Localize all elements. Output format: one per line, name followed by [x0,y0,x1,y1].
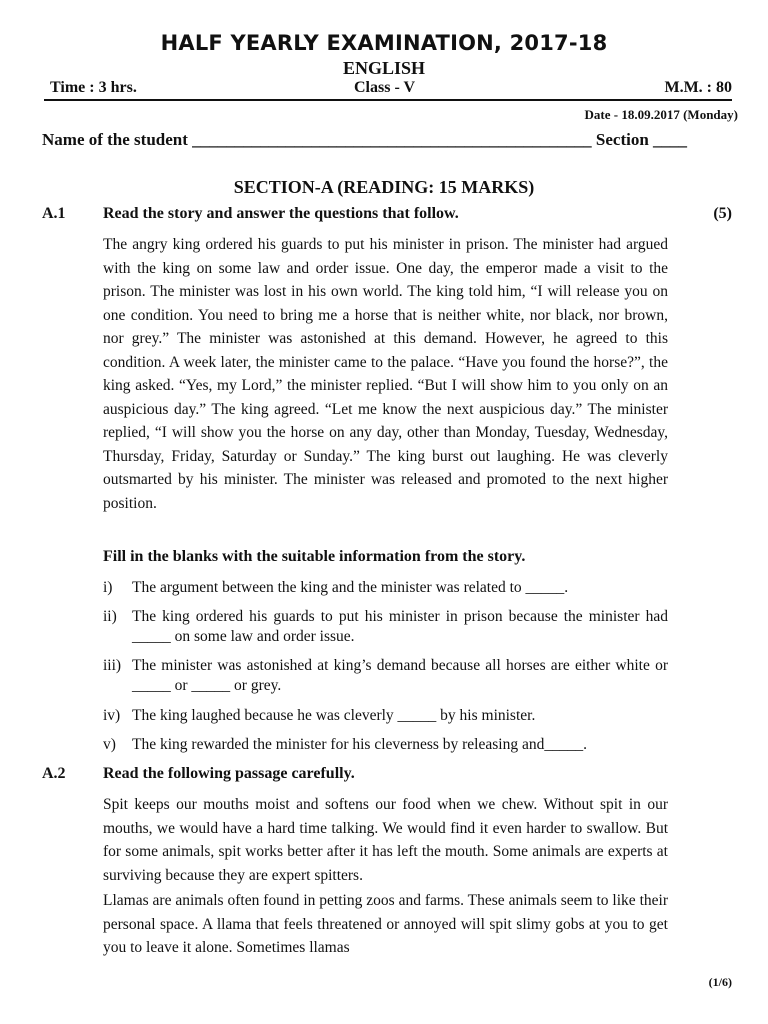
section-a-heading: SECTION-A (READING: 15 MARKS) [233,177,535,197]
item-text: The king ordered his guards to put his minister in prison because the minister had _____ on some law and order issue. [132,608,668,645]
question-prompt: Read the story and answer the questions that follow. [103,205,459,222]
exam-title: HALF YEARLY EXAMINATION, 2017-18 [160,31,608,55]
story-passage: The angry king ordered his guards to put his minister in prison. The minister had argued with the king on some law and order issue. One day, the emperor made a visit to the prison. The minister was lost in his own world. The king told him, “I will release you on one condition. You need to bring me a horse that is neither white, nor black, nor brown, nor grey.” The minister was astonished at this demand. However, he agreed to this condition. A week later, the minister came to the palace. “Have you found the horse?”, the king asked. “Yes, my Lord,” the minister replied. “But I will show him to you only on an auspicious day.” The king agreed. “Let me know the next auspicious day.” The minister replied, “I will show you the horse on any day, other than Monday, Tuesday, Wednesday, Thursday, Friday, Saturday or Sunday.” The king burst out laughing. He was cleverly outsmarted by his minister. The minister was released and promoted to the next higher position. [103,236,668,512]
list-item [103,578,668,598]
class-label: Class - V [354,79,416,96]
question-number: A.1 [42,205,66,222]
list-item [103,706,668,726]
question-marks: (5) [713,205,732,222]
spit-passage-paragraph-2: Llamas are animals often found in petting zoos and farms. These animals seem to like their personal space. A llama that feels threatened or annoyed will spit slimy gobs at you to get you to leave it alone. Sometimes llamas [103,892,668,956]
student-name-line: Name of the student _______________________________________________ Section ____ [42,130,688,149]
item-number: ii) [103,608,117,625]
list-item [103,607,668,647]
spit-passage-paragraph-1: Spit keeps our mouths moist and softens our food when we chew. Without spit in our mouths, we would have a hard time talking. We would find it even harder to swallow. But for some animals, spit works better after it has left the mouth. Some animals are experts at surviving because they are expert spitters. [103,796,668,884]
item-text: The king rewarded the minister for his cleverness by releasing and_____. [132,736,587,753]
fill-blanks-instruction: Fill in the blanks with the suitable information from the story. [103,548,526,565]
exam-meta-row [44,79,732,101]
max-marks-label: M.M. : 80 [664,79,732,96]
item-text: The king laughed because he was cleverly _____ by his minister. [132,707,536,724]
exam-date: Date - 18.09.2017 (Monday) [584,107,738,122]
item-number: i) [103,579,113,596]
item-number: iv) [103,707,121,724]
item-text: The minister was astonished at king’s demand because all horses are either white or _____ or _____ or grey. [132,657,668,694]
list-item [103,735,668,755]
item-number: v) [103,736,116,753]
time-label: Time : 3 hrs. [50,79,137,96]
page-number: (1/6) [708,975,732,989]
subject-title: ENGLISH [342,58,426,78]
item-number: iii) [103,657,122,674]
item-text: The argument between the king and the minister was related to _____. [132,579,569,596]
question-number: A.2 [42,765,66,782]
list-item [103,656,668,696]
question-prompt: Read the following passage carefully. [103,765,355,782]
